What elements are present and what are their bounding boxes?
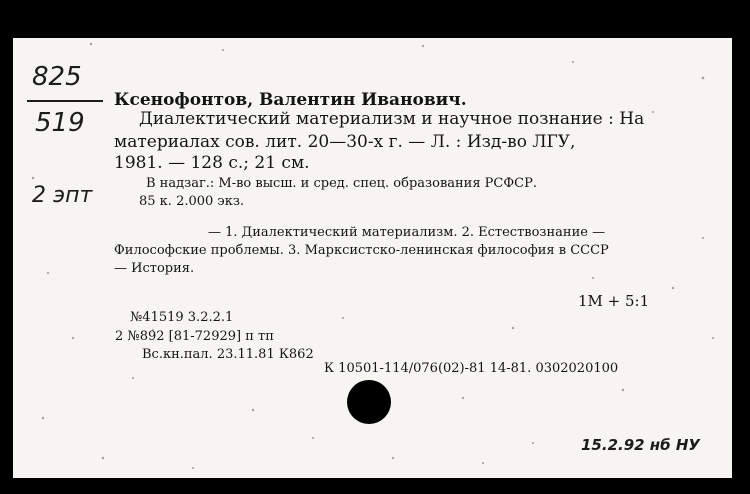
subject-line: — История. xyxy=(114,261,195,276)
catalog-card xyxy=(13,38,732,478)
shelfmark-rule xyxy=(27,100,103,102)
shelfmark-bottom: 519 xyxy=(35,108,85,138)
price-copies: 85 к. 2.000 экз. xyxy=(139,194,245,209)
subject-line: — 1. Диалектический материализм. 2. Естествознание — xyxy=(208,225,606,240)
title-line: материалах сов. лит. 20—30-х г. — Л. : Изд-во ЛГУ, xyxy=(114,132,576,152)
accession-line: Вс.кн.пал. 23.11.81 К862 xyxy=(142,347,314,362)
punch-hole xyxy=(347,380,391,424)
shelfmark-top: 825 xyxy=(32,62,82,92)
accession-line: 2 №892 [81-72929] п тп xyxy=(115,329,274,344)
subject-line: Философские проблемы. 3. Марксистско-ленинская философия в СССР xyxy=(114,243,609,258)
handwritten-date: 15.2.92 нб НУ xyxy=(581,436,700,454)
author-heading: Ксенофонтов, Валентин Иванович. xyxy=(114,90,467,110)
classification-code: К 10501-114/076(02)-81 14-81. 0302020100 xyxy=(324,361,619,376)
title-line: Диалектический материализм и научное познание : На xyxy=(139,109,645,129)
accession-line: №41519 3.2.2.1 xyxy=(130,310,234,325)
set-code: 1М + 5:1 xyxy=(578,292,650,310)
shelfmark-side: 2 эпт xyxy=(32,183,93,208)
title-line: 1981. — 128 с.; 21 см. xyxy=(114,153,310,173)
note-line: В надзаг.: М-во высш. и сред. спец. образования РСФСР. xyxy=(146,176,537,191)
